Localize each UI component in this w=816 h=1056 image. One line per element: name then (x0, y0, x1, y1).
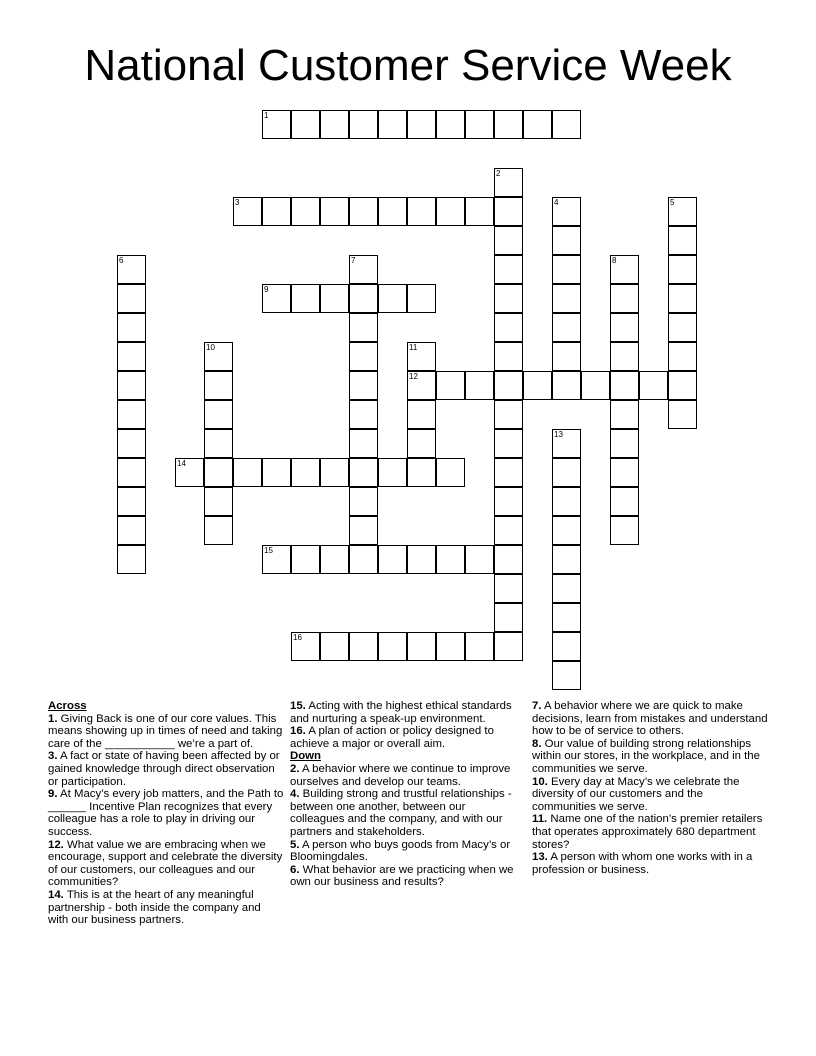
grid-cell[interactable] (349, 545, 378, 574)
grid-cell[interactable] (494, 400, 523, 429)
grid-cell[interactable] (494, 226, 523, 255)
grid-cell[interactable] (291, 458, 320, 487)
grid-cell[interactable] (668, 313, 697, 342)
clue-down-10: 10. Every day at Macy’s we celebrate the diversity of our customers and the communities we serve. (532, 775, 740, 813)
grid-cell[interactable] (291, 284, 320, 313)
grid-cell[interactable] (552, 197, 581, 226)
grid-cell[interactable] (552, 371, 581, 400)
grid-cell[interactable] (552, 313, 581, 342)
grid-cell[interactable] (552, 516, 581, 545)
grid-cell[interactable] (204, 429, 233, 458)
clue-across-1: 1. Giving Back is one of our core values. This means showing up in times of need and taking care of the ___________ we’re a part of. (48, 712, 283, 750)
grid-cell[interactable] (349, 313, 378, 342)
grid-cell[interactable] (668, 400, 697, 429)
grid-cell[interactable] (349, 284, 378, 313)
grid-cell[interactable] (494, 255, 523, 284)
grid-cell[interactable] (117, 487, 146, 516)
grid-cell[interactable] (204, 400, 233, 429)
cell-number: 2 (496, 169, 501, 178)
grid-cell[interactable] (552, 574, 581, 603)
grid-cell[interactable] (494, 197, 523, 226)
grid-cell[interactable] (494, 574, 523, 603)
grid-cell[interactable] (233, 458, 262, 487)
grid-cell[interactable] (320, 197, 349, 226)
grid-cell[interactable] (581, 371, 610, 400)
grid-cell[interactable] (494, 342, 523, 371)
grid-cell[interactable] (610, 255, 639, 284)
grid-cell[interactable] (610, 284, 639, 313)
grid-cell[interactable] (523, 110, 552, 139)
cell-number: 16 (293, 633, 302, 642)
grid-cell[interactable] (204, 487, 233, 516)
clue-down-7: 7. A behavior where we are quick to make decisions, learn from mistakes and understand how to be of service to others. (532, 700, 768, 738)
grid-cell[interactable] (494, 313, 523, 342)
grid-cell[interactable] (465, 197, 494, 226)
grid-cell[interactable] (494, 371, 523, 400)
grid-cell[interactable] (552, 342, 581, 371)
grid-cell[interactable] (117, 342, 146, 371)
grid-cell[interactable] (639, 371, 668, 400)
grid-cell[interactable] (378, 632, 407, 661)
grid-cell[interactable] (349, 632, 378, 661)
clue-down-11: 11. Name one of the nation’s premier retailers that operates approximately 680 department stores? (532, 813, 763, 851)
grid-cell[interactable] (407, 632, 436, 661)
grid-cell[interactable] (668, 342, 697, 371)
clue-across-15: 15. Acting with the highest ethical standards and nurturing a speak-up environment. (290, 700, 512, 725)
grid-cell[interactable] (204, 516, 233, 545)
grid-cell[interactable] (291, 632, 320, 661)
grid-cell[interactable] (552, 487, 581, 516)
grid-cell[interactable] (378, 458, 407, 487)
grid-cell[interactable] (552, 284, 581, 313)
grid-cell[interactable] (465, 371, 494, 400)
grid-cell[interactable] (349, 400, 378, 429)
grid-cell[interactable] (668, 371, 697, 400)
clue-across-12: 12. What value we are embracing when we encourage, support and celebrate the diversity of our customers, our colleagues and our communities? (48, 838, 283, 889)
clues-column-1 (48, 700, 284, 927)
grid-cell[interactable] (436, 197, 465, 226)
grid-cell[interactable] (610, 458, 639, 487)
grid-cell[interactable] (668, 197, 697, 226)
clues-column-2 (290, 700, 522, 889)
grid-cell[interactable] (552, 632, 581, 661)
cell-number: 8 (612, 256, 617, 265)
clues-column-3 (532, 700, 768, 876)
grid-cell[interactable] (204, 458, 233, 487)
cell-number: 10 (206, 343, 215, 352)
grid-cell[interactable] (349, 458, 378, 487)
clue-across-14: 14. This is at the heart of any meaningful partnership - both inside the company and with our business partners. (48, 888, 261, 927)
clue-across-3: 3. A fact or state of having been affected by or gained knowledge through direct observation or participation. (48, 750, 280, 788)
grid-cell[interactable] (436, 545, 465, 574)
grid-cell[interactable] (494, 487, 523, 516)
cell-number: 9 (264, 285, 269, 294)
grid-cell[interactable] (349, 429, 378, 458)
grid-cell[interactable] (610, 400, 639, 429)
grid-cell[interactable] (610, 371, 639, 400)
grid-cell[interactable] (378, 197, 407, 226)
grid-cell[interactable] (117, 313, 146, 342)
grid-cell[interactable] (117, 371, 146, 400)
grid-cell[interactable] (262, 197, 291, 226)
clue-down-13: 13. A person with whom one works with in a profession or business. (532, 851, 753, 876)
grid-cell[interactable] (407, 197, 436, 226)
grid-cell[interactable] (552, 226, 581, 255)
grid-cell[interactable] (494, 110, 523, 139)
grid-cell[interactable] (610, 487, 639, 516)
grid-cell[interactable] (378, 284, 407, 313)
grid-cell[interactable] (349, 255, 378, 284)
grid-cell[interactable] (552, 661, 581, 690)
page-title: National Customer Service Week (84, 41, 732, 90)
grid-cell[interactable] (668, 284, 697, 313)
grid-cell[interactable] (494, 429, 523, 458)
cell-number: 4 (554, 198, 559, 207)
grid-cell[interactable] (262, 458, 291, 487)
cell-number: 3 (235, 198, 240, 207)
grid-cell[interactable] (407, 458, 436, 487)
grid-cell[interactable] (552, 458, 581, 487)
grid-cell[interactable] (349, 342, 378, 371)
grid-cell[interactable] (668, 226, 697, 255)
grid-cell[interactable] (262, 545, 291, 574)
clue-down-8: 8. Our value of building strong relationships within our stores, in the workplace, and in the communities we serve. (532, 737, 760, 775)
grid-cell[interactable] (349, 110, 378, 139)
grid-cell[interactable] (436, 458, 465, 487)
grid-cell[interactable] (552, 255, 581, 284)
cell-number: 7 (351, 256, 356, 265)
grid-cell[interactable] (378, 545, 407, 574)
grid-cell[interactable] (291, 545, 320, 574)
cell-number: 11 (409, 343, 418, 352)
grid-cell[interactable] (552, 603, 581, 632)
grid-cell[interactable] (378, 110, 407, 139)
grid-cell[interactable] (407, 371, 436, 400)
grid-cell[interactable] (204, 342, 233, 371)
grid-cell[interactable] (320, 458, 349, 487)
cell-number: 6 (119, 256, 124, 265)
grid-cell[interactable] (610, 342, 639, 371)
grid-cell[interactable] (494, 168, 523, 197)
cell-number: 13 (554, 430, 563, 439)
grid-cell[interactable] (117, 545, 146, 574)
grid-cell[interactable] (407, 429, 436, 458)
grid-cell[interactable] (349, 197, 378, 226)
grid-cell[interactable] (117, 458, 146, 487)
grid-cell[interactable] (117, 429, 146, 458)
grid-cell[interactable] (407, 545, 436, 574)
grid-cell[interactable] (349, 516, 378, 545)
grid-cell[interactable] (320, 632, 349, 661)
grid-cell[interactable] (407, 400, 436, 429)
grid-cell[interactable] (349, 487, 378, 516)
across-heading: Across (48, 700, 87, 712)
grid-cell[interactable] (407, 110, 436, 139)
grid-cell[interactable] (610, 313, 639, 342)
grid-cell[interactable] (610, 516, 639, 545)
grid-cell[interactable] (262, 110, 291, 139)
grid-cell[interactable] (552, 110, 581, 139)
clue-down-2: 2. A behavior where we continue to improve ourselves and develop our teams. (290, 762, 511, 788)
grid-cell[interactable] (494, 545, 523, 574)
grid-cell[interactable] (291, 197, 320, 226)
clue-down-6: 6. What behavior are we practicing when we own our business and results? (290, 863, 514, 889)
grid-cell[interactable] (320, 545, 349, 574)
grid-cell[interactable] (610, 429, 639, 458)
grid-cell[interactable] (320, 110, 349, 139)
cell-number: 15 (264, 546, 273, 555)
grid-cell[interactable] (465, 632, 494, 661)
grid-cell[interactable] (552, 429, 581, 458)
grid-cell[interactable] (494, 516, 523, 545)
clue-across-16: 16. A plan of action or policy designed to achieve a major or overall aim. (290, 725, 494, 750)
grid-cell[interactable] (262, 284, 291, 313)
grid-cell[interactable] (407, 284, 436, 313)
grid-cell[interactable] (349, 371, 378, 400)
clue-down-5: 5. A person who buys goods from Macy’s or Bloomingdales. (290, 838, 511, 864)
cell-number: 14 (177, 459, 186, 468)
grid-cell[interactable] (320, 284, 349, 313)
grid-cell[interactable] (117, 400, 146, 429)
grid-cell[interactable] (668, 255, 697, 284)
cell-number: 12 (409, 372, 418, 381)
grid-cell[interactable] (552, 545, 581, 574)
clue-across-9: 9. At Macy’s every job matters, and the Path to ______ Incentive Plan recognizes that every colleague has a role to play in driving our success. (48, 788, 284, 838)
grid-cell[interactable] (291, 110, 320, 139)
clue-down-4: 4. Building strong and trustful relationships - between one another, between our colleagues and the company, and with our partners and stakeholders. (290, 788, 512, 838)
cell-number: 5 (670, 198, 675, 207)
grid-cell[interactable] (465, 110, 494, 139)
grid-cell[interactable] (117, 255, 146, 284)
grid-cell[interactable] (233, 197, 262, 226)
grid-cell[interactable] (494, 284, 523, 313)
grid-cell[interactable] (494, 458, 523, 487)
grid-cell[interactable] (407, 342, 436, 371)
grid-cell[interactable] (465, 545, 494, 574)
grid-cell[interactable] (117, 284, 146, 313)
grid-cell[interactable] (204, 371, 233, 400)
grid-cell[interactable] (436, 632, 465, 661)
grid-cell[interactable] (175, 458, 204, 487)
grid-cell[interactable] (494, 603, 523, 632)
grid-cell[interactable] (117, 516, 146, 545)
grid-cell[interactable] (436, 110, 465, 139)
grid-cell[interactable] (436, 371, 465, 400)
cell-number: 1 (264, 111, 269, 120)
down-heading: Down (290, 750, 322, 763)
grid-cell[interactable] (494, 632, 523, 661)
grid-cell[interactable] (523, 371, 552, 400)
